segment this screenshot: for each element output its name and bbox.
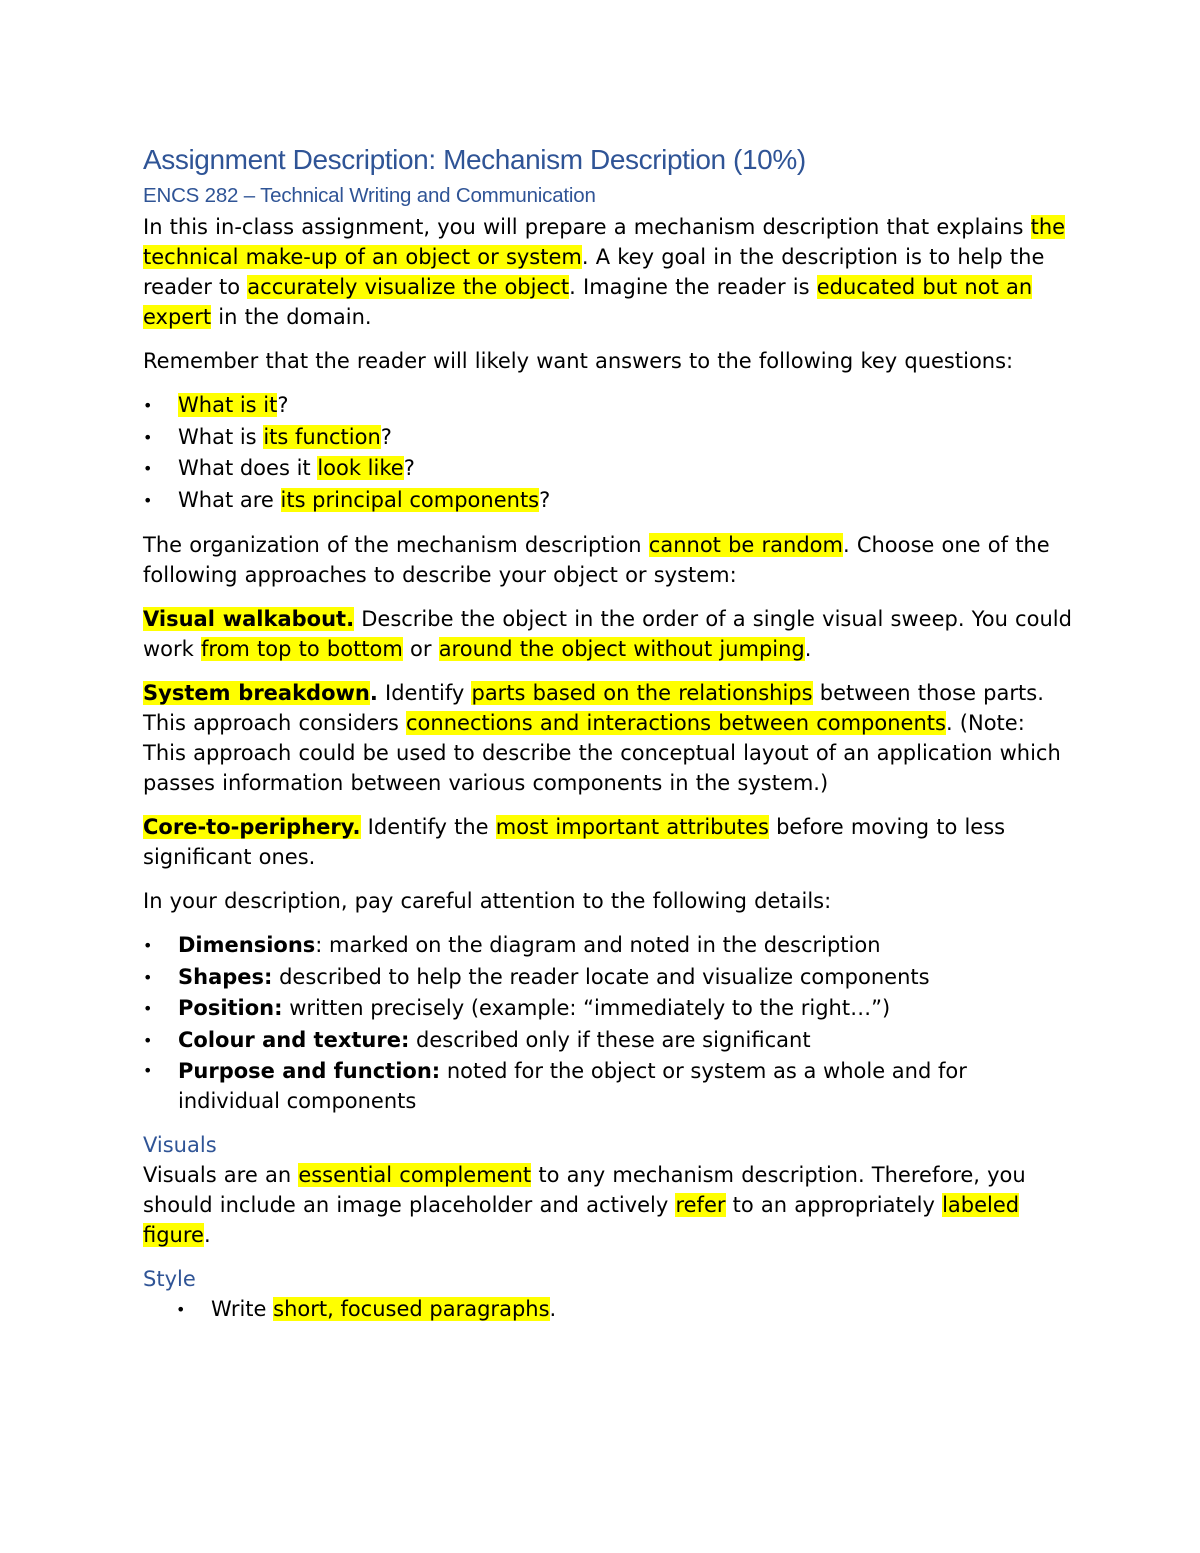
system-breakdown-label: System breakdown [143,681,370,705]
style-heading: Style [143,1267,196,1291]
details-intro-paragraph: In your description, pay careful attention to the following details: [143,889,832,913]
organization-paragraph: The organization of the mechanism description cannot be random. Choose one of the following approaches to describe your object or system: [143,533,1050,587]
list-item: • Dimensions: marked on the diagram and noted in the description [143,930,1073,962]
list-item: • What are its principal components? [143,485,1073,517]
list-item: • What does it look like? [143,453,1073,485]
core-periphery-paragraph: Core-to-periphery. Identify the most important attributes before moving to less significant ones. [143,815,1006,869]
list-item: • Colour and texture: described only if these are significant [143,1025,1073,1057]
list-item: • Write short, focused paragraphs. [143,1294,1073,1326]
visual-walkabout-label: Visual walkabout. [143,607,355,631]
course-subtitle: ENCS 282 – Technical Writing and Communication [143,184,596,207]
list-item: • Position: written precisely (example: “immediately to the right…”) [143,993,1073,1025]
intro-highlight-1: the technical make-up of an object or system [143,215,1066,269]
details-list [143,930,1073,1116]
document-page [143,140,1073,1326]
intro-text-1: In this in-class assignment, you will prepare a mechanism description that explains [143,215,1031,239]
intro-text-4: in the domain. [211,305,372,329]
core-periphery-label: Core-to-periphery. [143,815,361,839]
system-breakdown-paragraph: System breakdown. Identify parts based on the relationships between those parts. This approach considers connections and interactions between components. (Note: This approach could be used to describe the conceptual layout of an application which passes information between various components in the system.) [143,681,1061,795]
list-item: • Shapes: described to help the reader locate and visualize components [143,962,1073,994]
visuals-heading: Visuals [143,1133,217,1157]
intro-text-2: . A key goal in the description is to help the reader to [143,245,1045,299]
remember-paragraph: Remember that the reader will likely want answers to the following key questions: [143,349,1014,373]
questions-list [143,390,1073,516]
visual-walkabout-paragraph: Visual walkabout. Describe the object in the order of a single visual sweep. You could work from top to bottom or around the object without jumping. [143,607,1072,661]
visuals-paragraph: Visuals are an essential complement to any mechanism description. Therefore, you should include an image placeholder and actively refer to an appropriately labeled figure. [143,1163,1026,1247]
list-item: • Purpose and function: noted for the object or system as a whole and for individual components [143,1056,1073,1116]
intro-paragraph [143,212,1073,332]
intro-highlight-2: accurately visualize the object [247,275,570,299]
list-item: • What is its function? [143,422,1073,454]
intro-highlight-3: educated but not an expert [143,275,1033,329]
intro-text-3: . Imagine the reader is [569,275,817,299]
style-list [143,1294,1073,1326]
page-title: Assignment Description: Mechanism Description (10%) [143,144,806,175]
list-item: • What is it? [143,390,1073,422]
